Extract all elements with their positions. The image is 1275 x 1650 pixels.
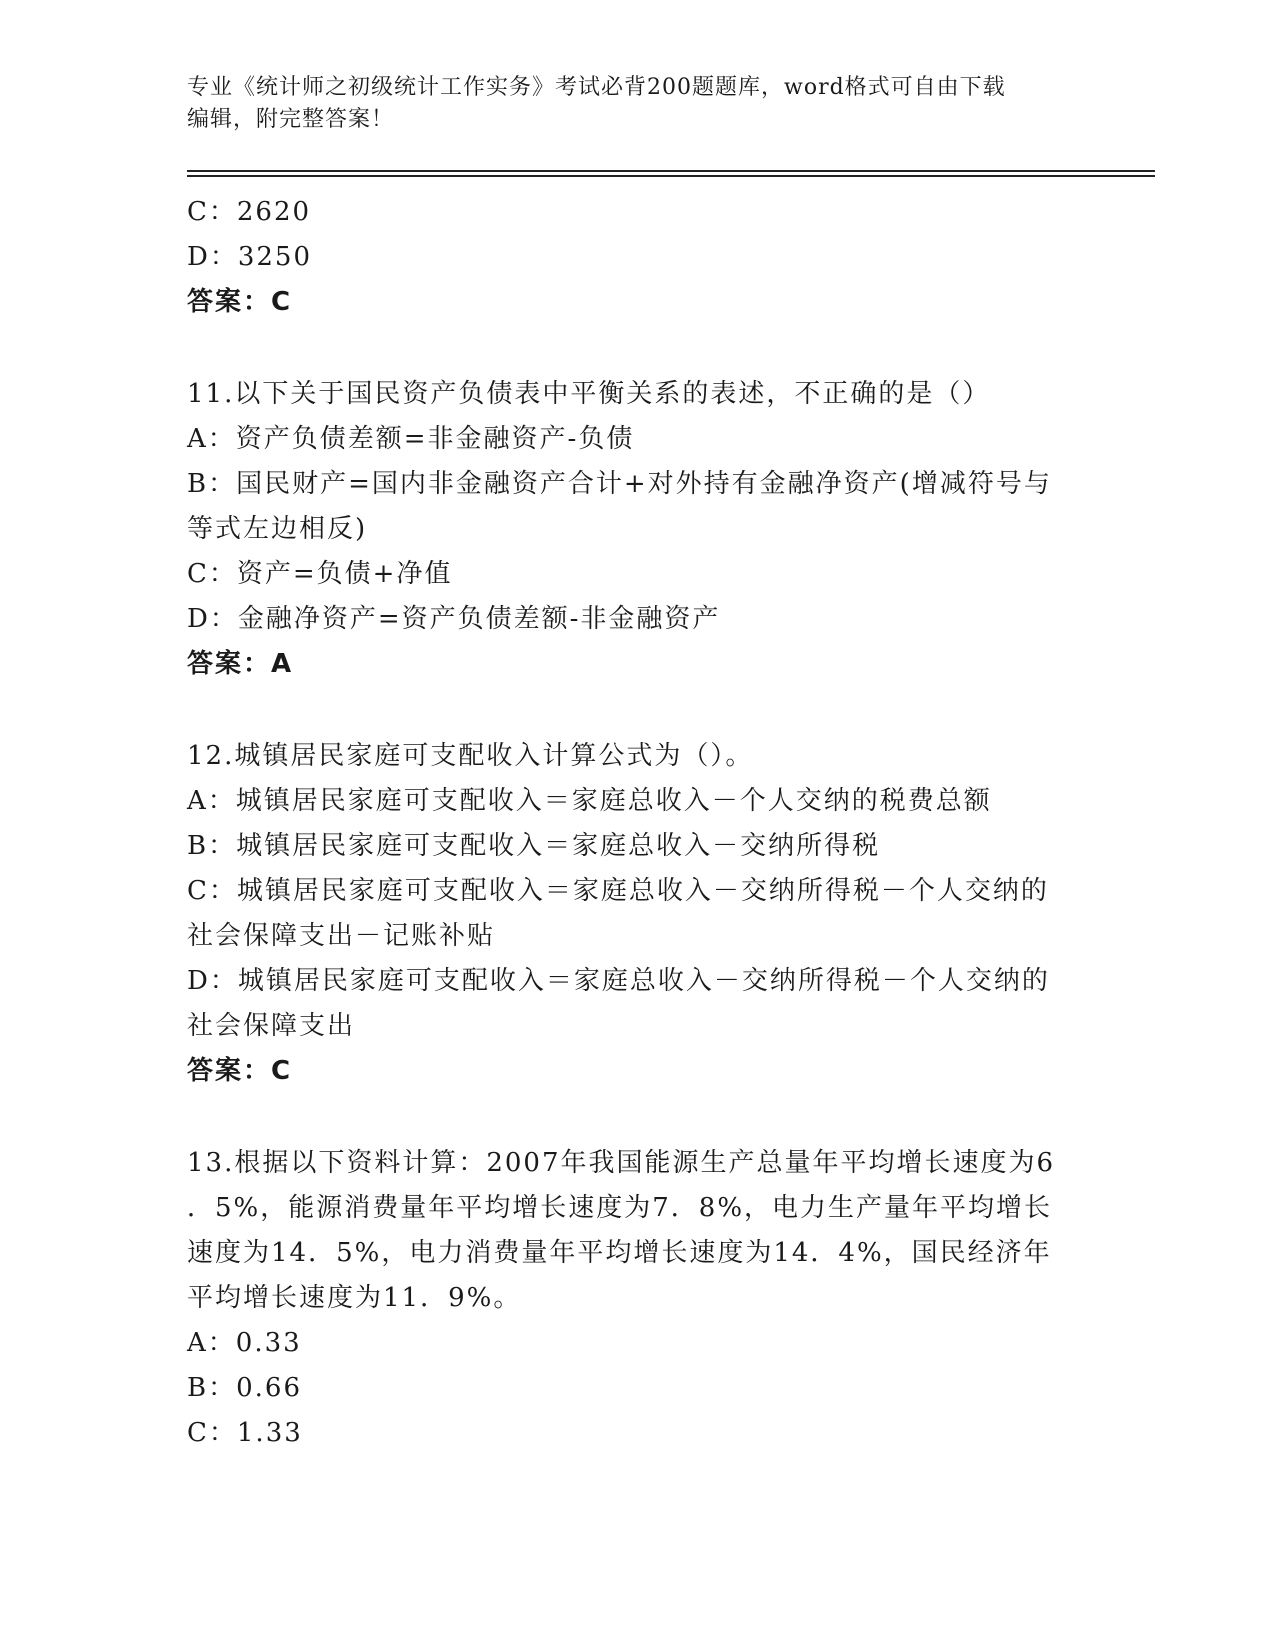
q11-answer: 答案：A [187,649,294,679]
q11-option-d: D：金融净资产=资产负债差额-非金融资产 [187,604,721,634]
q12-option-b: B：城镇居民家庭可支配收入＝家庭总收入－交纳所得税 [187,831,881,861]
q13-option-a: A：0.33 [187,1328,302,1358]
q13-stem-line-4: 平均增长速度为11．9%。 [187,1283,522,1313]
document-header [187,72,1067,136]
q12-answer: 答案：C [187,1056,293,1086]
q13-stem-line-3: 速度为14．5%，电力消费量年平均增长速度为14．4%，国民经济年 [187,1238,1052,1268]
q11-option-b-line-1: B：国民财产=国内非金融资产合计+对外持有金融净资产(增减符号与 [187,469,1052,499]
q10-option-c: C：2620 [187,197,312,227]
q12-option-a: A：城镇居民家庭可支配收入＝家庭总收入－个人交纳的税费总额 [187,786,992,816]
q10-option-d: D：3250 [187,242,313,272]
question-11 [187,372,1087,687]
q13-stem-line-2: ．5%，能源消费量年平均增长速度为7．8%，电力生产量年平均增长 [187,1193,1053,1223]
header-line-1: 专业《统计师之初级统计工作实务》考试必背200题题库，word格式可自由下载 [187,75,1006,100]
question-content [187,190,1087,1456]
header-rule-bottom [187,175,1155,177]
q11-option-b-line-2: 等式左边相反) [187,514,368,544]
question-12 [187,734,1087,1094]
q11-option-c: C：资产=负债+净值 [187,559,453,589]
q10-answer: 答案：C [187,287,293,317]
question-10-tail [187,190,1087,325]
q13-option-b: B：0.66 [187,1373,302,1403]
header-rule-top [187,170,1155,172]
q12-option-d-line-2: 社会保障支出 [187,1011,356,1041]
q11-stem: 11.以下关于国民资产负债表中平衡关系的表述，不正确的是（） [187,379,991,409]
q12-option-d-line-1: D：城镇居民家庭可支配收入＝家庭总收入－交纳所得税－个人交纳的 [187,966,1050,996]
q13-option-c: C：1.33 [187,1418,303,1448]
question-13 [187,1141,1087,1456]
q13-stem-line-1: 13.根据以下资料计算：2007年我国能源生产总量年平均增长速度为6 [187,1148,1056,1178]
q12-option-c-line-2: 社会保障支出－记账补贴 [187,921,496,951]
header-line-2: 编辑，附完整答案！ [187,107,395,132]
q12-option-c-line-1: C：城镇居民家庭可支配收入＝家庭总收入－交纳所得税－个人交纳的 [187,876,1049,906]
q11-option-a: A：资产负债差额=非金融资产-负债 [187,424,635,454]
q12-stem: 12.城镇居民家庭可支配收入计算公式为（）。 [187,741,754,771]
